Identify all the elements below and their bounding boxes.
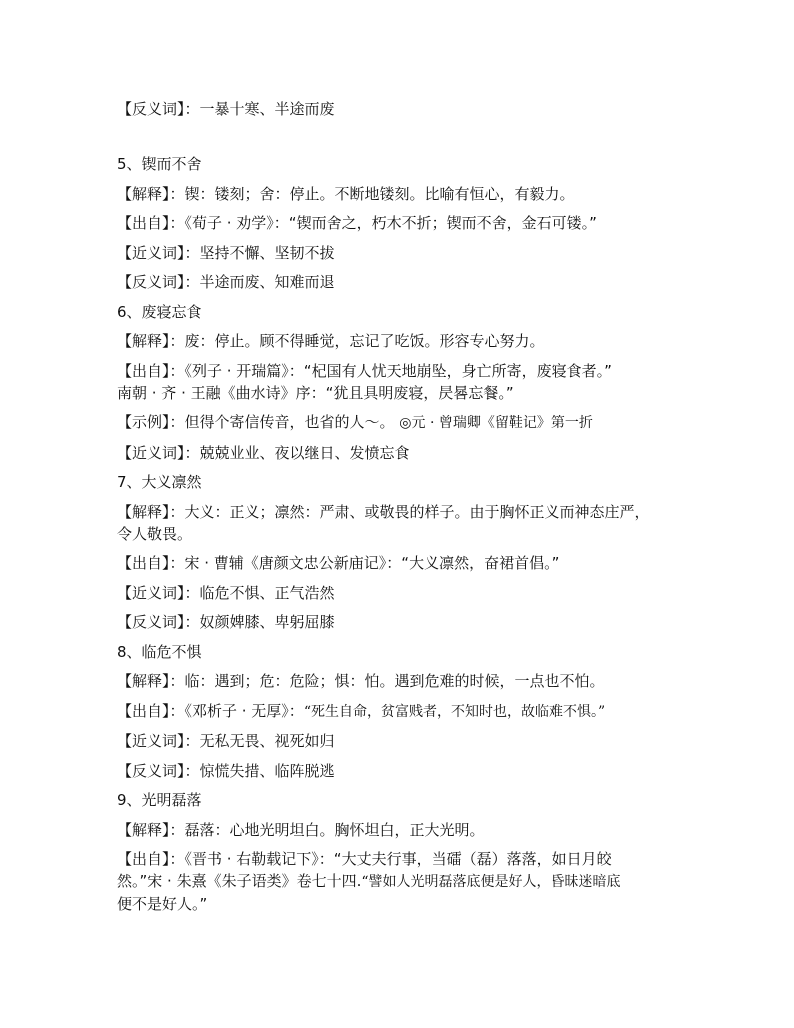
source-quote: “死生自命，贫富贱者，不知时也，故临难不惧。”	[303, 703, 606, 720]
idiom-heading: 9、光明磊落	[117, 791, 202, 809]
explanation-line: 【解释】：磊落：心地光明坦白。胸怀坦白，正大光明。	[117, 820, 485, 839]
example-line	[117, 411, 717, 434]
source-line	[117, 700, 717, 723]
explanation-line-continued: 令人敬畏。	[117, 524, 193, 543]
antonym-line: 【反义词】：惊慌失措、临阵脱逃	[117, 761, 335, 780]
antonym-line: 【反义词】：半途而废、知难而退	[117, 273, 335, 291]
source-label: 【出自】：《邓析子 · 无厚》：	[117, 701, 304, 720]
idiom-heading: 7、大义凛然	[117, 473, 202, 491]
explanation-line: 【解释】：锲：镂刻；舍：停止。不断地镂刻。比喻有恒心，有毅力。	[117, 184, 575, 203]
explanation-line: 【解释】：临：遇到；危：危险；惧：怕。遇到危难的时候，一点也不怕。	[117, 672, 605, 690]
synonym-line: 【近义词】：临危不惧、正气浩然	[117, 583, 335, 602]
explanation-line: 【解释】：大义：正义；凛然：严肃、或敬畏的样子。由于胸怀正义而神态庄严，	[117, 502, 650, 521]
example-text: 【示例】：但得个寄信传音，也省的人～。	[117, 413, 395, 431]
source-line: 【出自】：《晋书 · 右勒载记下》：“大丈夫行事，当礌（磊）落落，如日月皎	[117, 850, 612, 868]
antonym-line: 【反义词】：奴颜婢膝、卑躬屈膝	[117, 613, 335, 631]
source-line-continued: 南朝 · 齐 · 王融《曲水诗》序：“犹且具明废寝，昃晷忘餐。”	[117, 383, 514, 402]
source-line: 【出自】：《列子 · 开瑞篇》：“杞国有人忧天地崩坠，身亡所寄，废寝食者。”	[117, 361, 612, 380]
source-text: 然。”宋 · 朱熹《朱子语类》卷七十四.	[117, 872, 362, 890]
example-citation: ◎元 · 曾瑞卿《留鞋记》第一折	[399, 415, 593, 431]
synonym-line: 【近义词】：坚持不懈、坚韧不拔	[117, 243, 335, 262]
source-line-continued: 便不是好人。”	[117, 895, 208, 913]
source-line: 【出自】：《荀子 · 劝学》：“锲而舍之，朽木不折；锲而不舍，金石可镂。”	[117, 214, 597, 232]
explanation-line: 【解释】：废：停止。顾不得睡觉，忘记了吃饭。形容专心努力。	[117, 332, 545, 350]
document-body	[117, 98, 717, 923]
source-line: 【出自】：宋 · 曹辅《唐颜文忠公新庙记》：“大义凛然，奋裙首倡。”	[117, 554, 560, 572]
source-line-continued	[117, 870, 717, 893]
antonym-line: 【反义词】：一暴十寒、半途而废	[117, 100, 335, 118]
idiom-heading: 8、临危不惧	[117, 642, 202, 661]
synonym-line: 【近义词】：兢兢业业、夜以继日、发愤忘食	[117, 443, 410, 462]
source-quote: “譬如人光明磊落底便是好人，昏昧迷暗底	[361, 874, 621, 890]
idiom-heading: 5、锲而不舍	[117, 155, 202, 173]
synonym-line: 【近义词】：无私无畏、视死如归	[117, 732, 335, 750]
idiom-heading: 6、废寝忘食	[117, 302, 202, 321]
